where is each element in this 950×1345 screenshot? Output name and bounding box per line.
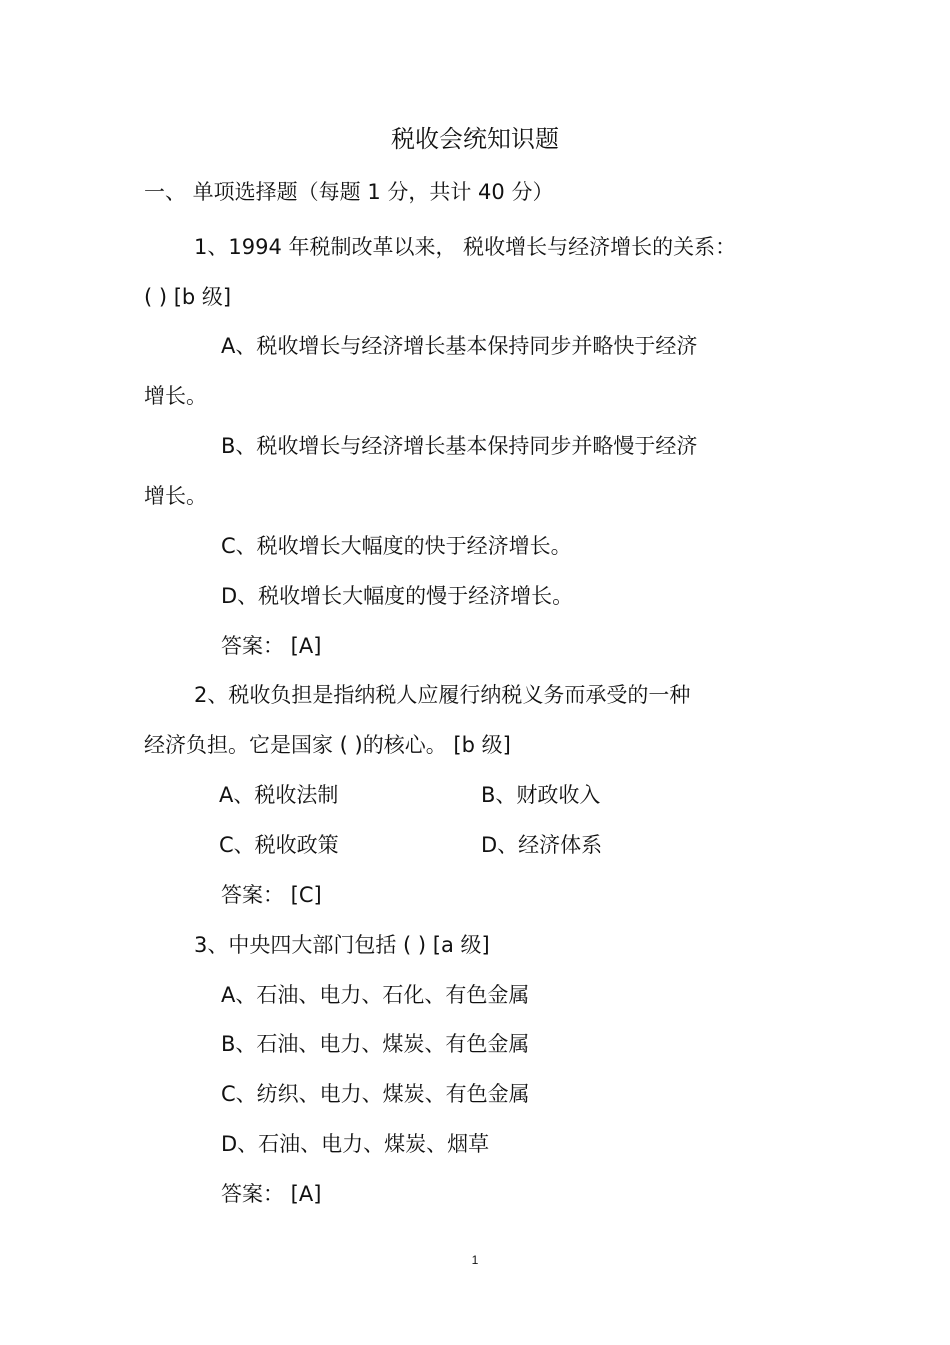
question-2-answer: 答案： [C]: [221, 883, 322, 907]
question-3-option-d: D、石油、电力、煤炭、烟草: [221, 1132, 490, 1156]
question-3-answer: 答案： [A]: [221, 1182, 322, 1206]
question-2-option-b: B、财政收入: [481, 783, 601, 807]
question-1-option-b-line-2: 增长。: [144, 484, 207, 508]
question-1-option-b-line-1: B、税收增长与经济增长基本保持同步并略慢于经济: [221, 434, 698, 458]
question-2-stem-line-2: 经济负担。它是国家 ( )的核心。 [b 级]: [144, 733, 511, 757]
question-1-stem-line-2: ( ) [b 级]: [144, 285, 232, 309]
section-heading: 一、 单项选择题（每题 1 分，共计 40 分）: [144, 180, 554, 204]
question-1-option-c: C、税收增长大幅度的快于经济增长。: [221, 534, 572, 558]
question-3-option-a: A、石油、电力、石化、有色金属: [221, 983, 530, 1007]
page-title: 税收会统知识题: [391, 125, 559, 153]
page-number: 1: [471, 1253, 479, 1267]
question-1-stem-line-1: 1、1994 年税制改革以来， 税收增长与经济增长的关系：: [194, 235, 737, 259]
question-3-option-b: B、石油、电力、煤炭、有色金属: [221, 1032, 530, 1056]
question-2-option-c: C、税收政策: [219, 833, 339, 857]
question-3-option-c: C、纺织、电力、煤炭、有色金属: [221, 1082, 530, 1106]
question-1-option-d: D、税收增长大幅度的慢于经济增长。: [221, 584, 574, 608]
question-2-stem-line-1: 2、税收负担是指纳税人应履行纳税义务而承受的一种: [194, 683, 691, 707]
question-2-option-d: D、经济体系: [481, 833, 603, 857]
question-3-stem: 3、中央四大部门包括 ( ) [a 级]: [194, 933, 490, 957]
question-2-option-a: A、税收法制: [219, 783, 339, 807]
question-1-option-a-line-1: A、税收增长与经济增长基本保持同步并略快于经济: [221, 334, 698, 358]
question-1-option-a-line-2: 增长。: [144, 384, 207, 408]
question-1-answer: 答案： [A]: [221, 634, 322, 658]
